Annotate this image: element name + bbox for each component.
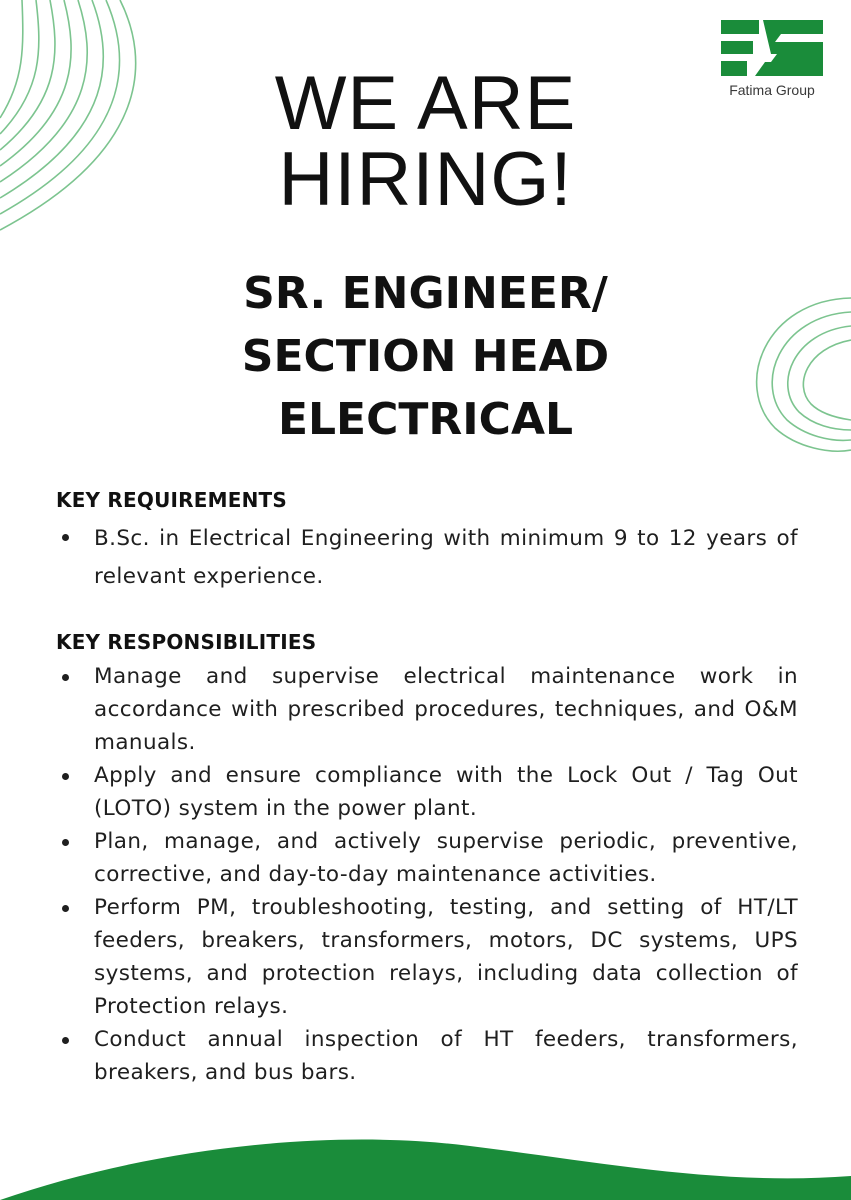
list-item [56, 825, 798, 891]
requirement-text: B.Sc. in Electrical Engineering with minimum 9 to 12 years of relevant experience. [94, 526, 798, 589]
job-title-line-1: SR. ENGINEER/ [243, 268, 608, 319]
responsibilities-heading: KEY RESPONSIBILITIES [56, 630, 317, 654]
responsibility-text: Apply and ensure compliance with the Lock Out / Tag Out (LOTO) system in the power plant. [94, 763, 798, 821]
bullet-icon [62, 1037, 69, 1044]
headline-line-2: HIRING! [278, 137, 573, 222]
brand-name: Fatima Group [729, 82, 815, 98]
responsibility-text: Plan, manage, and actively supervise periodic, preventive, corrective, and day-to-day maintenance activities. [94, 829, 798, 887]
bullet-icon [62, 674, 69, 681]
responsibility-text: Perform PM, troubleshooting, testing, and setting of HT/LT feeders, breakers, transformers, motors, DC systems, UPS systems, and protection relays, including data collection of Protection relays. [94, 895, 798, 1019]
responsibility-text: Conduct annual inspection of HT feeders, transformers, breakers, and bus bars. [94, 1027, 798, 1085]
responsibilities-list [56, 660, 798, 1089]
bullet-icon [62, 839, 69, 846]
bullet-icon [62, 905, 69, 912]
job-title-line-2: SECTION HEAD [241, 331, 610, 382]
job-title [0, 262, 851, 451]
list-item [56, 891, 798, 1023]
bullet-icon [62, 773, 69, 780]
headline-line-1: WE ARE [274, 61, 577, 146]
list-item [56, 1023, 798, 1089]
decorative-bottom-wave [0, 1128, 851, 1200]
list-item [56, 759, 798, 825]
list-item [56, 520, 798, 596]
bullet-icon [62, 534, 69, 541]
requirements-heading: KEY REQUIREMENTS [56, 488, 287, 512]
requirements-list [56, 520, 798, 596]
job-title-line-3: ELECTRICAL [277, 394, 574, 445]
headline [0, 61, 851, 222]
list-item [56, 660, 798, 759]
responsibility-text: Manage and supervise electrical maintenance work in accordance with prescribed procedures, techniques, and O&M manuals. [94, 664, 798, 755]
